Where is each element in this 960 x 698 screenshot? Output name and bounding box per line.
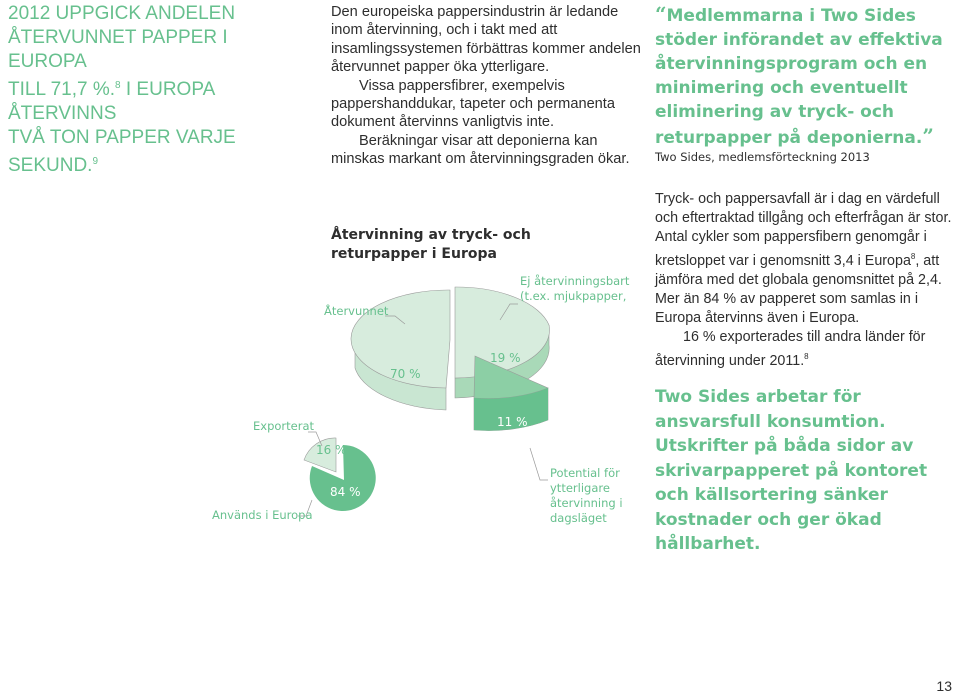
- right-paragraph-1-b: , att jämföra med det globala genomsnittet på 2,4. Mer än 84 % av papperet som samlas in i Europa återvinns även i Europa.: [655, 253, 942, 326]
- quote-attribution: Two Sides, medlemsförteckning 2013: [655, 150, 870, 164]
- label-exported: Exporterat: [253, 419, 315, 433]
- intro-paragraph-2: Vissa pappersfibrer, exempelvis pappershanddukar, tapeter och permanenta dokument återvinns vanligtvis inte.: [331, 77, 615, 131]
- leader-line-potential: [530, 448, 548, 480]
- small-pie-value-exported: 16 %: [316, 443, 347, 457]
- label-nonrecyclable: Ej återvinningsbart (t.ex. mjukpapper,: [520, 274, 630, 303]
- quote-close-mark: ”: [922, 124, 934, 148]
- footnote-ref: 8: [115, 80, 121, 91]
- chart-title: Återvinning av tryck- och returpapper i Europa: [331, 227, 531, 262]
- pie-value-recycled: 70 %: [390, 367, 421, 381]
- headline-line2: ÅTERVUNNET PAPPER I EUROPA: [8, 27, 228, 72]
- footnote-ref: 9: [92, 156, 99, 167]
- headline-line1: 2012 UPPGICK ANDELEN: [8, 3, 236, 24]
- footnote-ref: 8: [910, 252, 916, 261]
- page-number: 13: [936, 678, 952, 694]
- quote-open-mark: “: [655, 2, 667, 26]
- pie-value-nonrecyclable: 19 %: [490, 351, 521, 365]
- headline-line4: TVÅ TON PAPPER VARJE SEKUND.: [8, 127, 236, 176]
- quote-text: Medlemmarna i Two Sides stöder införandet av effektiva återvinningsprogram och en minimering och eventuellt eliminering av tryck- och returpapper på deponierna.: [655, 6, 943, 148]
- pie-value-potential: 11 %: [497, 415, 528, 429]
- right-paragraph-2-a: 16 % exporterades till andra länder för återvinning under 2011.: [655, 329, 926, 369]
- label-potential: Potential för ytterligare återvinning i dagsläget: [550, 466, 623, 525]
- intro-paragraph-3: Beräkningar visar att deponierna kan minskas markant om återvinningsgraden ökar.: [331, 132, 630, 168]
- headline-line3a: TILL 71,7 %.: [8, 79, 116, 100]
- label-recycled: Återvunnet: [324, 304, 389, 318]
- closing-statement: Two Sides arbetar för ansvarsfull konsumtion. Utskrifter på båda sidor av skrivarpapperet på kontoret och källsortering sänker kostnader och ger ökad hållbarhet.: [655, 387, 928, 554]
- right-paragraph-1-a: Tryck- och pappersavfall är i dag en värdefull och eftertraktad tillgång och efterfrågan är stor. Antal cykler som pappersfibern genomgår i kretsloppet var i genomsnitt 3,4 i Europa: [655, 191, 952, 269]
- footnote-ref: 8: [804, 352, 809, 361]
- intro-paragraph-1: Den europeiska pappersindustrin är ledande inom återvinning, och i takt med att insamlingssystemen förbättras kommer andelen återvunnet papper öka ytterligare.: [331, 4, 641, 76]
- label-used-in-europe: Används i Europa: [212, 508, 313, 522]
- headline-line3b: I EUROPA ÅTERVINNS: [8, 79, 215, 124]
- small-pie-value-europe: 84 %: [330, 485, 361, 499]
